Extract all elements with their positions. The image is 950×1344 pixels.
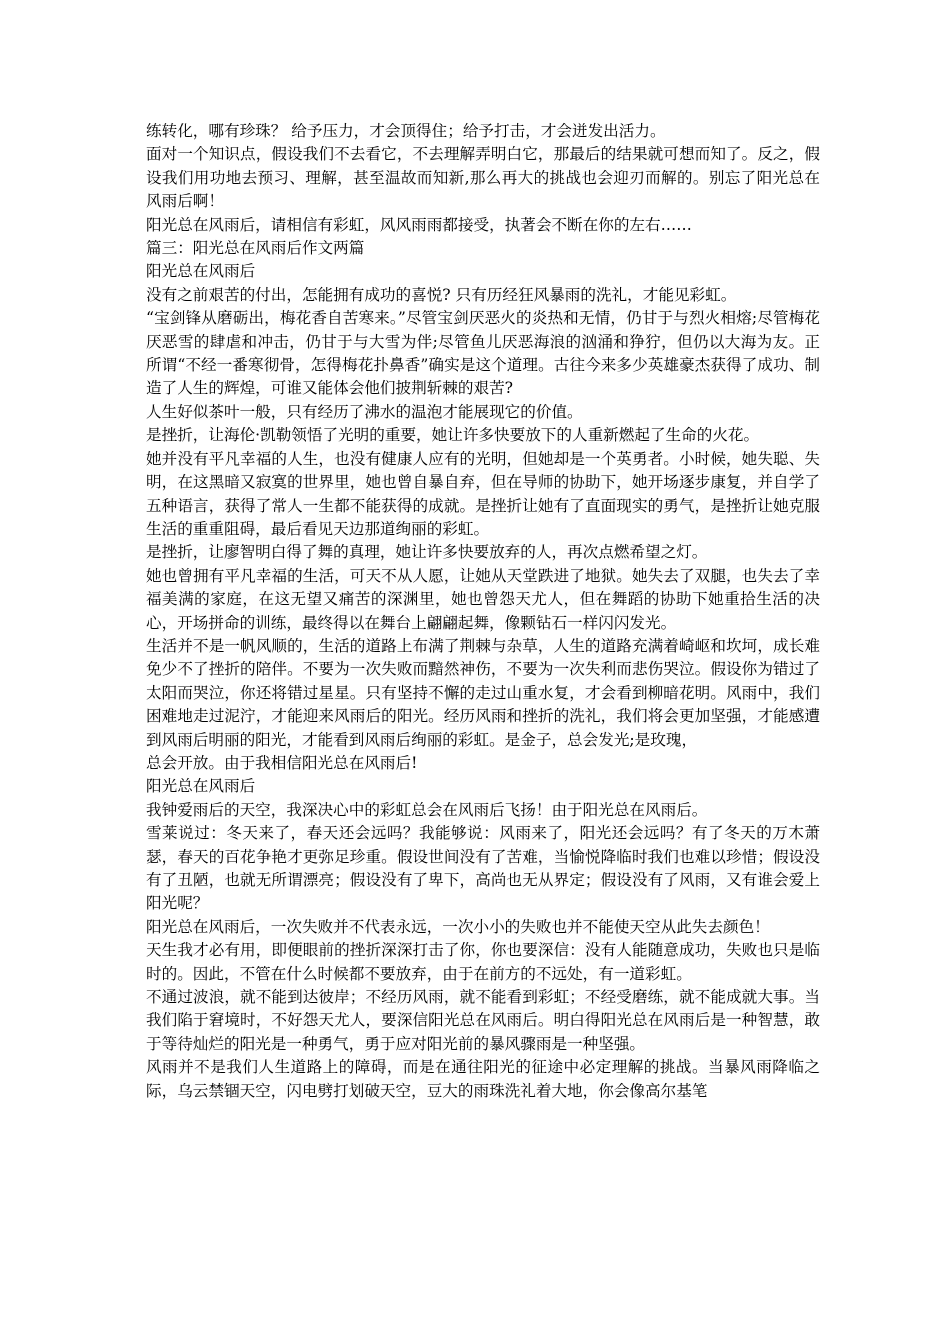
paragraph: 我钟爱雨后的天空，我深决心中的彩虹总会在风雨后飞扬！由于阳光总在风雨后。 — [146, 800, 708, 819]
paragraph: 是挫折，让海伦·凯勒领悟了光明的重要，她让许多快要放下的人重新燃起了生命的火花。 — [146, 426, 760, 445]
paragraph: 面对一个知识点，假设我们不去看它，不去理解弄明白它，那最后的结果就可想而知了。反之，假设我们用功地去预习、理解，甚至温故而知新,那么再大的挑战也会迎刃而解的。别忘了阳光总在风雨后啊！ — [146, 145, 820, 211]
section-heading: 篇三：阳光总在风雨后作文两篇 — [146, 239, 365, 258]
essay-title: 阳光总在风雨后 — [146, 262, 256, 281]
paragraph: 是挫折，让廖智明白得了舞的真理，她让许多快要放弃的人，再次点燃希望之灯。 — [146, 543, 708, 562]
paragraph: 不通过波浪，就不能到达彼岸；不经历风雨，就不能看到彩虹；不经受磨练，就不能成就大事。当我们陷于窘境时，不好怨天尤人，要深信阳光总在风雨后。明白得阳光总在风雨后是一种智慧，敢于等待灿烂的阳光是一种勇气，勇于应对阳光前的暴风骤雨是一种坚强。 — [146, 988, 820, 1053]
paragraph: 人生好似茶叶一般，只有经历了沸水的温泡才能展现它的价值。 — [146, 402, 583, 421]
paragraph: 阳光总在风雨后，请相信有彩虹，风风雨雨都接受，执著会不断在你的左右…… — [146, 215, 692, 234]
essay-title: 阳光总在风雨后 — [146, 777, 256, 796]
paragraph: 雪莱说过：冬天来了，春天还会远吗？我能够说：风雨来了，阳光还会远吗？有了冬天的万木萧瑟，春天的百花争艳才更弥足珍重。假设世间没有了苦难，当愉悦降临时我们也难以珍惜；假设没有了丑陋，也就无所谓漂亮；假设没有了卑下，高尚也无从界定；假设没有了风雨，又有谁会爱上阳光呢？ — [146, 824, 820, 913]
paragraph: 阳光总在风雨后，一次失败并不代表永远，一次小小的失败也并不能使天空从此失去颜色！ — [146, 917, 770, 936]
paragraph: 风雨并不是我们人生道路上的障碍，而是在通往阳光的征途中必定理解的挑战。当暴风雨降临之际，乌云禁锢天空，闪电劈打划破天空，豆大的雨珠洗礼着大地，你会像高尔基笔 — [146, 1058, 820, 1100]
paragraph: 总会开放。由于我相信阳光总在风雨后! — [146, 753, 418, 772]
paragraph: “宝剑锋从磨砺出，梅花香自苦寒来。”尽管宝剑厌恶火的炎热和无情，仍甘于与烈火相熔;尽管梅花厌恶雪的肆虐和冲击，仍甘于与大雪为伴;尽管鱼儿厌恶海浪的汹涌和狰狞，但仍以大海为友。正所谓“不经一番寒彻骨，怎得梅花扑鼻香”确实是这个道理。古往今来多少英雄豪杰获得了成功、制造了人生的辉煌，可谁又能体会他们披荆斩棘的艰苦? — [146, 309, 820, 398]
paragraph: 练转化，哪有珍珠？ 给予压力，才会顶得住；给予打击，才会迸发出活力。 — [146, 122, 666, 140]
paragraph: 天生我才必有用，即便眼前的挫折深深打击了你，你也要深信：没有人能随意成功，失败也只是临时的。因此，不管在什么时候都不要放弃，由于在前方的不远处，有一道彩虹。 — [146, 941, 820, 983]
body-text — [146, 120, 820, 1103]
paragraph: 她并没有平凡幸福的人生，也没有健康人应有的光明，但她却是一个英勇者。小时候，她失聪、失明，在这黑暗又寂寞的世界里，她也曾自暴自弃，但在导师的协助下，她开场逐步康复，并自学了五种语言，获得了常人一生都不能获得的成就。是挫折让她有了直面现实的勇气，是挫折让她克服生活的重重阻碍，最后看见天边那道绚丽的彩虹。 — [146, 449, 820, 538]
paragraph: 没有之前艰苦的付出，怎能拥有成功的喜悦? 只有历经狂风暴雨的洗礼，才能见彩虹。 — [146, 285, 737, 304]
paragraph: 生活并不是一帆风顺的，生活的道路上布满了荆棘与杂草，人生的道路充满着崎岖和坎坷，成长难免少不了挫折的陪伴。不要为一次失败而黯然神伤，不要为一次失利而悲伤哭泣。假设你为错过了太阳而哭泣，你还将错过星星。只有坚持不懈的走过山重水复，才会看到柳暗花明。风雨中，我们困难地走过泥泞，才能迎来风雨后的阳光。经历风雨和挫折的洗礼，我们将会更加坚强，才能感遭到风雨后明丽的阳光，才能看到风雨后绚丽的彩虹。是金子，总会发光;是玫瑰， — [146, 636, 820, 749]
paragraph: 她也曾拥有平凡幸福的生活，可天不从人愿，让她从天堂跌进了地狱。她失去了双腿，也失去了幸福美满的家庭，在这无望又痛苦的深渊里，她也曾怨天尤人，但在舞蹈的协助下她重拾生活的决心，开场拼命的训练，最终得以在舞台上翩翩起舞，像颗钻石一样闪闪发光。 — [146, 566, 820, 632]
